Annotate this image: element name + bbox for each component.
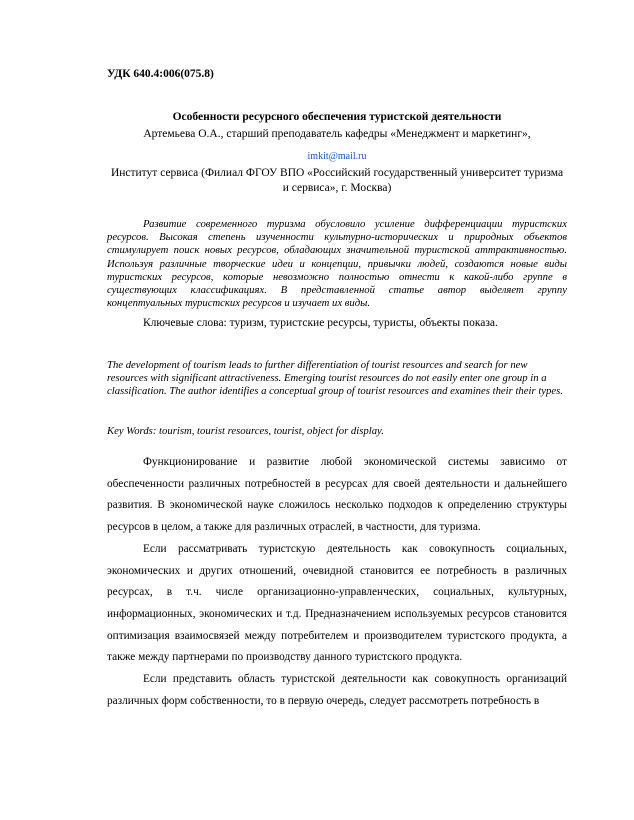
author-email-link[interactable]: imkit@mail.ru	[307, 151, 367, 162]
article-body	[107, 452, 567, 712]
abstract-english: The development of tourism leads to further differentiation of tourist resources and search for new resources with significant attractiveness. Emerging tourist resources do not easily enter one group in a classification. The author identifies a conceptual group of tourist resources and examines their their types.	[107, 359, 563, 398]
abstract-russian: Развитие современного туризма обусловило усиление дифференциации туристских ресурсов. Высокая степень изученности культурно-исторических и природных объектов стимулирует поиск новых ресурсов, обладающих значительной туристской аттрактивностью. Используя различные творческие идеи и концепции, привычки людей, создаются новые виды туристских ресурсов, которые невозможно полностью отнести к какой-либо группе в существующих классификациях. В представленной статье автор выделяет группу концептуальных туристских ресурсов и изучает их виды.	[107, 218, 567, 310]
body-paragraph: Функционирование и развитие любой экономической системы зависимо от обеспеченности различных потребностей в ресурсах для своей деятельности и дальнейшего развития. В экономической науке сложилось несколько подходов к определению структуры ресурсов в целом, а также для различных отраслей, в частности, для туризма.	[107, 456, 567, 534]
udk-code: УДК 640.4:006(075.8)	[107, 68, 214, 80]
keywords-russian: Ключевые слова: туризм, туристские ресурсы, туристы, объекты показа.	[143, 317, 498, 329]
keywords-english: Key Words: tourism, tourist resources, tourist, object for display.	[107, 425, 384, 437]
author-institute: Институт сервиса (Филиал ФГОУ ВПО «Российский государственный университет туризма и сервиса», г. Москва)	[110, 167, 564, 194]
article-authors: Артемьева О.А., старший преподаватель кафедры «Менеджмент и маркетинг»,	[143, 128, 531, 140]
body-paragraph: Если представить область туристской деятельности как совокупность организаций различных форм собственности, то в первую очередь, следует рассмотреть потребность в	[107, 673, 567, 707]
article-title: Особенности ресурсного обеспечения туристской деятельности	[172, 111, 502, 123]
body-paragraph: Если рассматривать туристскую деятельность как совокупность социальных, экономических и других отношений, очевидной становится ее потребность в различных ресурсах, в т.ч. числе организационно-управленческих, социальных, культурных, информационных, экономических и т.д. Предназначением используемых ресурсов становится оптимизация взаимосвязей между потребителем и производителем туристского продукта, а также между партнерами по производству данного туристского продукта.	[107, 542, 567, 664]
